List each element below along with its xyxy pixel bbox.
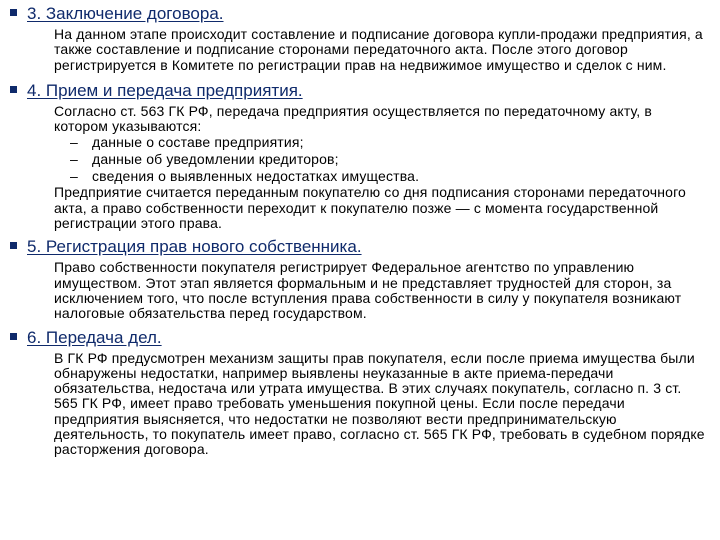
paragraph: В ГК РФ предусмотрен механизм защиты прав покупателя, если после приема имущества были обнаружены недостатки, например выявлены неуказанные в акте приема-передачи обязательства, недостача или утрата имущества. В этих случаях покупатель, согласно п. 3 ст. 565 ГК РФ, имеет право требовать уменьшения покупной цены. Если после передачи предприятия выясняется, что недостатки не позволяют вести предпринимательскую деятельность, то покупатель имеет право, согласно ст. 565 ГК РФ, требовать в судебном порядке расторжения договора.	[54, 349, 705, 458]
square-bullet-icon	[10, 9, 17, 16]
dash-icon: –	[70, 151, 78, 168]
section-heading	[10, 4, 706, 24]
list-item	[70, 134, 706, 151]
section-ownership-registration	[10, 237, 706, 321]
section-acceptance-transfer	[10, 81, 706, 231]
heading-text: 6. Передача дел.	[27, 327, 162, 347]
square-bullet-icon	[10, 86, 17, 93]
section-heading	[10, 328, 706, 348]
list-item	[70, 168, 706, 185]
section-heading	[10, 237, 706, 257]
heading-text: 4. Прием и передача предприятия.	[27, 80, 303, 100]
paragraph: Предприятие считается переданным покупателю со дня подписания сторонами передаточного акта, а право собственности переходит к покупателю позже — с момента государственной регистрации этого права.	[54, 184, 686, 232]
section-handover	[10, 328, 706, 458]
paragraph: Право собственности покупателя регистрирует Федеральное агентство по управлению имуществом. Этот этап является формальным и не представляет трудностей для сторон, за исключением того, что после вступления права собственности в силу у покупателя возникают налоговые обязательства перед государством.	[54, 259, 682, 322]
heading-text: 3. Заключение договора.	[27, 4, 224, 23]
dash-icon: –	[70, 168, 78, 185]
section-heading	[10, 81, 706, 101]
paragraph: На данном этапе происходит составление и подписание договора купли-продажи предприятия, а также составление и подписание сторонами передаточного акта. После этого договор регистрируется в Комитете по регистрации прав на недвижимое имущество и сделок с ним.	[54, 26, 703, 73]
dash-icon: –	[70, 134, 78, 151]
square-bullet-icon	[10, 242, 17, 249]
square-bullet-icon	[10, 333, 17, 340]
list-item-text: сведения о выявленных недостатках имущества.	[92, 168, 420, 185]
list-item-text: данные об уведомлении кредиторов;	[92, 151, 339, 168]
list-item	[70, 151, 706, 168]
heading-text: 5. Регистрация прав нового собственника.	[27, 237, 362, 257]
paragraph: Согласно ст. 563 ГК РФ, передача предприятия осуществляется по передаточному акту, в котором указываются:	[54, 102, 652, 135]
list-item-text: данные о составе предприятия;	[92, 134, 304, 151]
section-contract-conclusion	[10, 4, 706, 73]
